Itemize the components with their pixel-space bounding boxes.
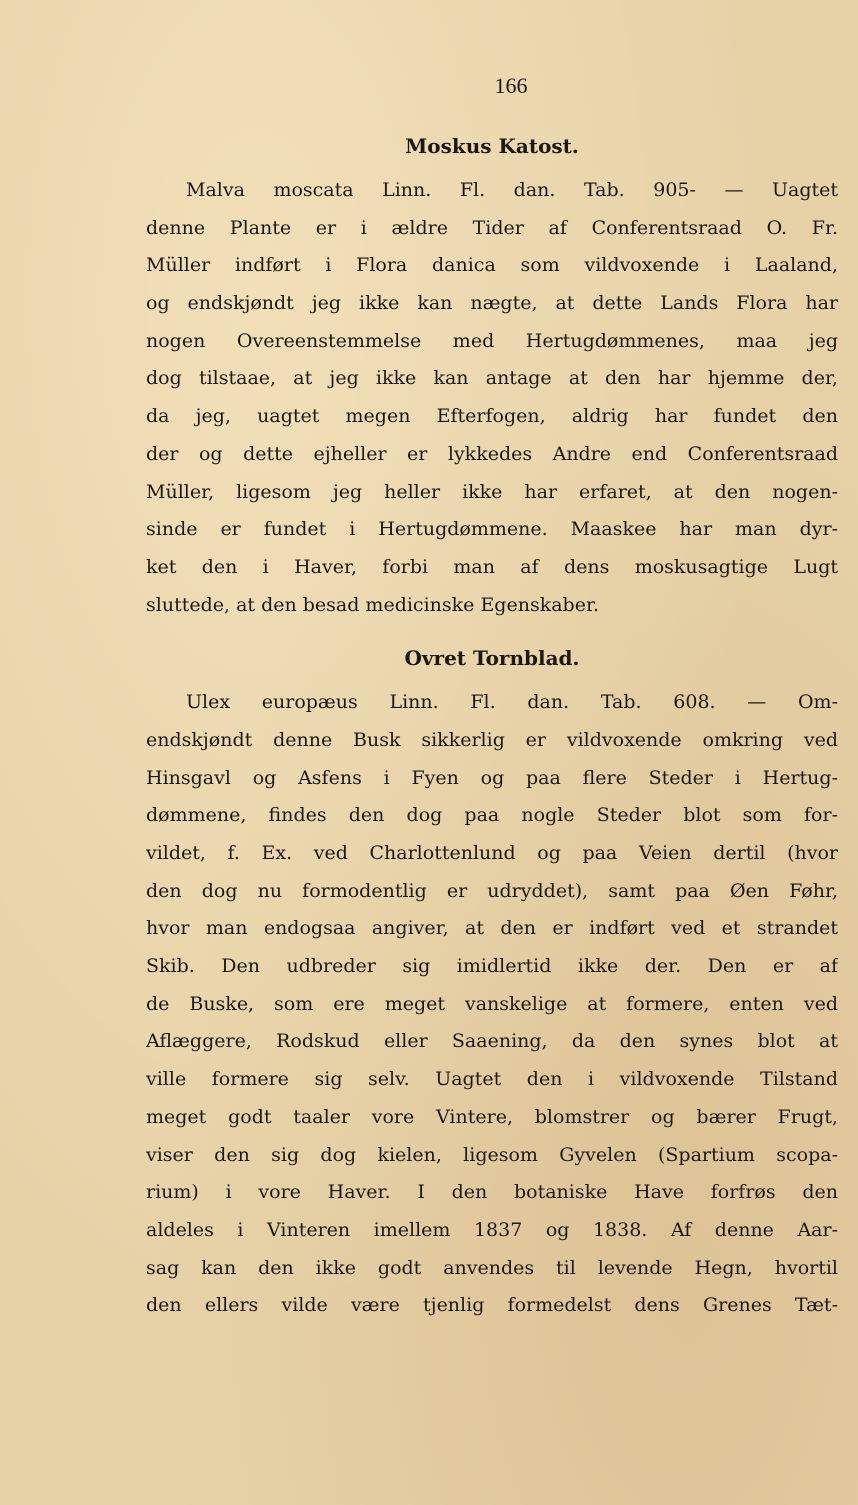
text-line: Skib. Den udbreder sig imidlertid ikke der. Den er af bbox=[146, 955, 838, 978]
section-ovret-tornblad bbox=[146, 640, 838, 1325]
text-line: sinde er fundet i Hertugdømmene. Maaskee har man dyr- bbox=[146, 518, 838, 541]
text-line: den dog nu formodentlig er udryddet), samt paa Øen Føhr, bbox=[146, 879, 838, 902]
page-number: 166 bbox=[494, 73, 528, 98]
text-line: nogen Overeenstemmelse med Hertugdømmenes, maa jeg bbox=[146, 329, 838, 352]
text-line: meget godt taaler vore Vintere, blomstrer og bærer Frugt, bbox=[146, 1105, 838, 1128]
text-line: ville formere sig selv. Uagtet den i vildvoxende Tilstand bbox=[146, 1068, 838, 1091]
text-line: Ulex europæus Linn. Fl. dan. Tab. 608. — Om- bbox=[186, 691, 838, 714]
section-moskus-katost bbox=[146, 128, 838, 624]
text-line: den ellers vilde være tjenlig formedelst dens Grenes Tæt- bbox=[146, 1294, 838, 1317]
paragraph bbox=[146, 172, 838, 624]
text-line: vildet, f. Ex. ved Charlottenlund og paa Veien dertil (hvor bbox=[146, 842, 838, 864]
section-heading: Moskus Katost. bbox=[405, 134, 579, 158]
book-page bbox=[146, 66, 838, 1325]
text-line: Müller, ligesom jeg heller ikke har erfaret, at den nogen- bbox=[146, 480, 838, 503]
text-line: denne Plante er i ældre Tider af Conferentsraad O. Fr. bbox=[146, 216, 838, 239]
text-line: sag kan den ikke godt anvendes til levende Hegn, hvortil bbox=[146, 1256, 838, 1279]
text-line: Hinsgavl og Asfens i Fyen og paa flere Steder i Hertug- bbox=[146, 766, 838, 789]
text-line: da jeg, uagtet megen Efterfogen, aldrig har fundet den bbox=[146, 405, 838, 428]
text-line: sluttede, at den besad medicinske Egenskaber. bbox=[146, 593, 599, 616]
text-line: Müller indført i Flora danica som vildvoxende i Laaland, bbox=[146, 254, 838, 277]
text-line: Malva moscata Linn. Fl. dan. Tab. 905- — Uagtet bbox=[186, 179, 838, 201]
paragraph bbox=[146, 684, 838, 1325]
text-line: rium) i vore Haver. I den botaniske Have forfrøs den bbox=[146, 1181, 838, 1204]
text-line: endskjøndt denne Busk sikkerlig er vildvoxende omkring ved bbox=[146, 728, 838, 751]
text-line: Aflæggere, Rodskud eller Saaening, da den synes blot at bbox=[146, 1030, 838, 1053]
text-line: hvor man endogsaa angiver, at den er indført ved et strandet bbox=[146, 917, 838, 940]
section-heading: Ovret Tornblad. bbox=[404, 646, 580, 671]
text-line: viser den sig dog kielen, ligesom Gyvelen (Spartium scopa- bbox=[146, 1143, 838, 1166]
text-line: dømmene, findes den dog paa nogle Steder blot som for- bbox=[146, 804, 838, 827]
text-line: de Buske, som ere meget vanskelige at formere, enten ved bbox=[146, 992, 838, 1015]
text-line: der og dette ejheller er lykkedes Andre end Conferentsraad bbox=[146, 442, 838, 465]
text-line: aldeles i Vinteren imellem 1837 og 1838. Af denne Aar- bbox=[146, 1218, 838, 1241]
text-line: og endskjøndt jeg ikke kan nægte, at dette Lands Flora har bbox=[146, 292, 838, 315]
text-line: ket den i Haver, forbi man af dens moskusagtige Lugt bbox=[146, 555, 838, 578]
text-line: dog tilstaae, at jeg ikke kan antage at den har hjemme der, bbox=[146, 367, 838, 390]
